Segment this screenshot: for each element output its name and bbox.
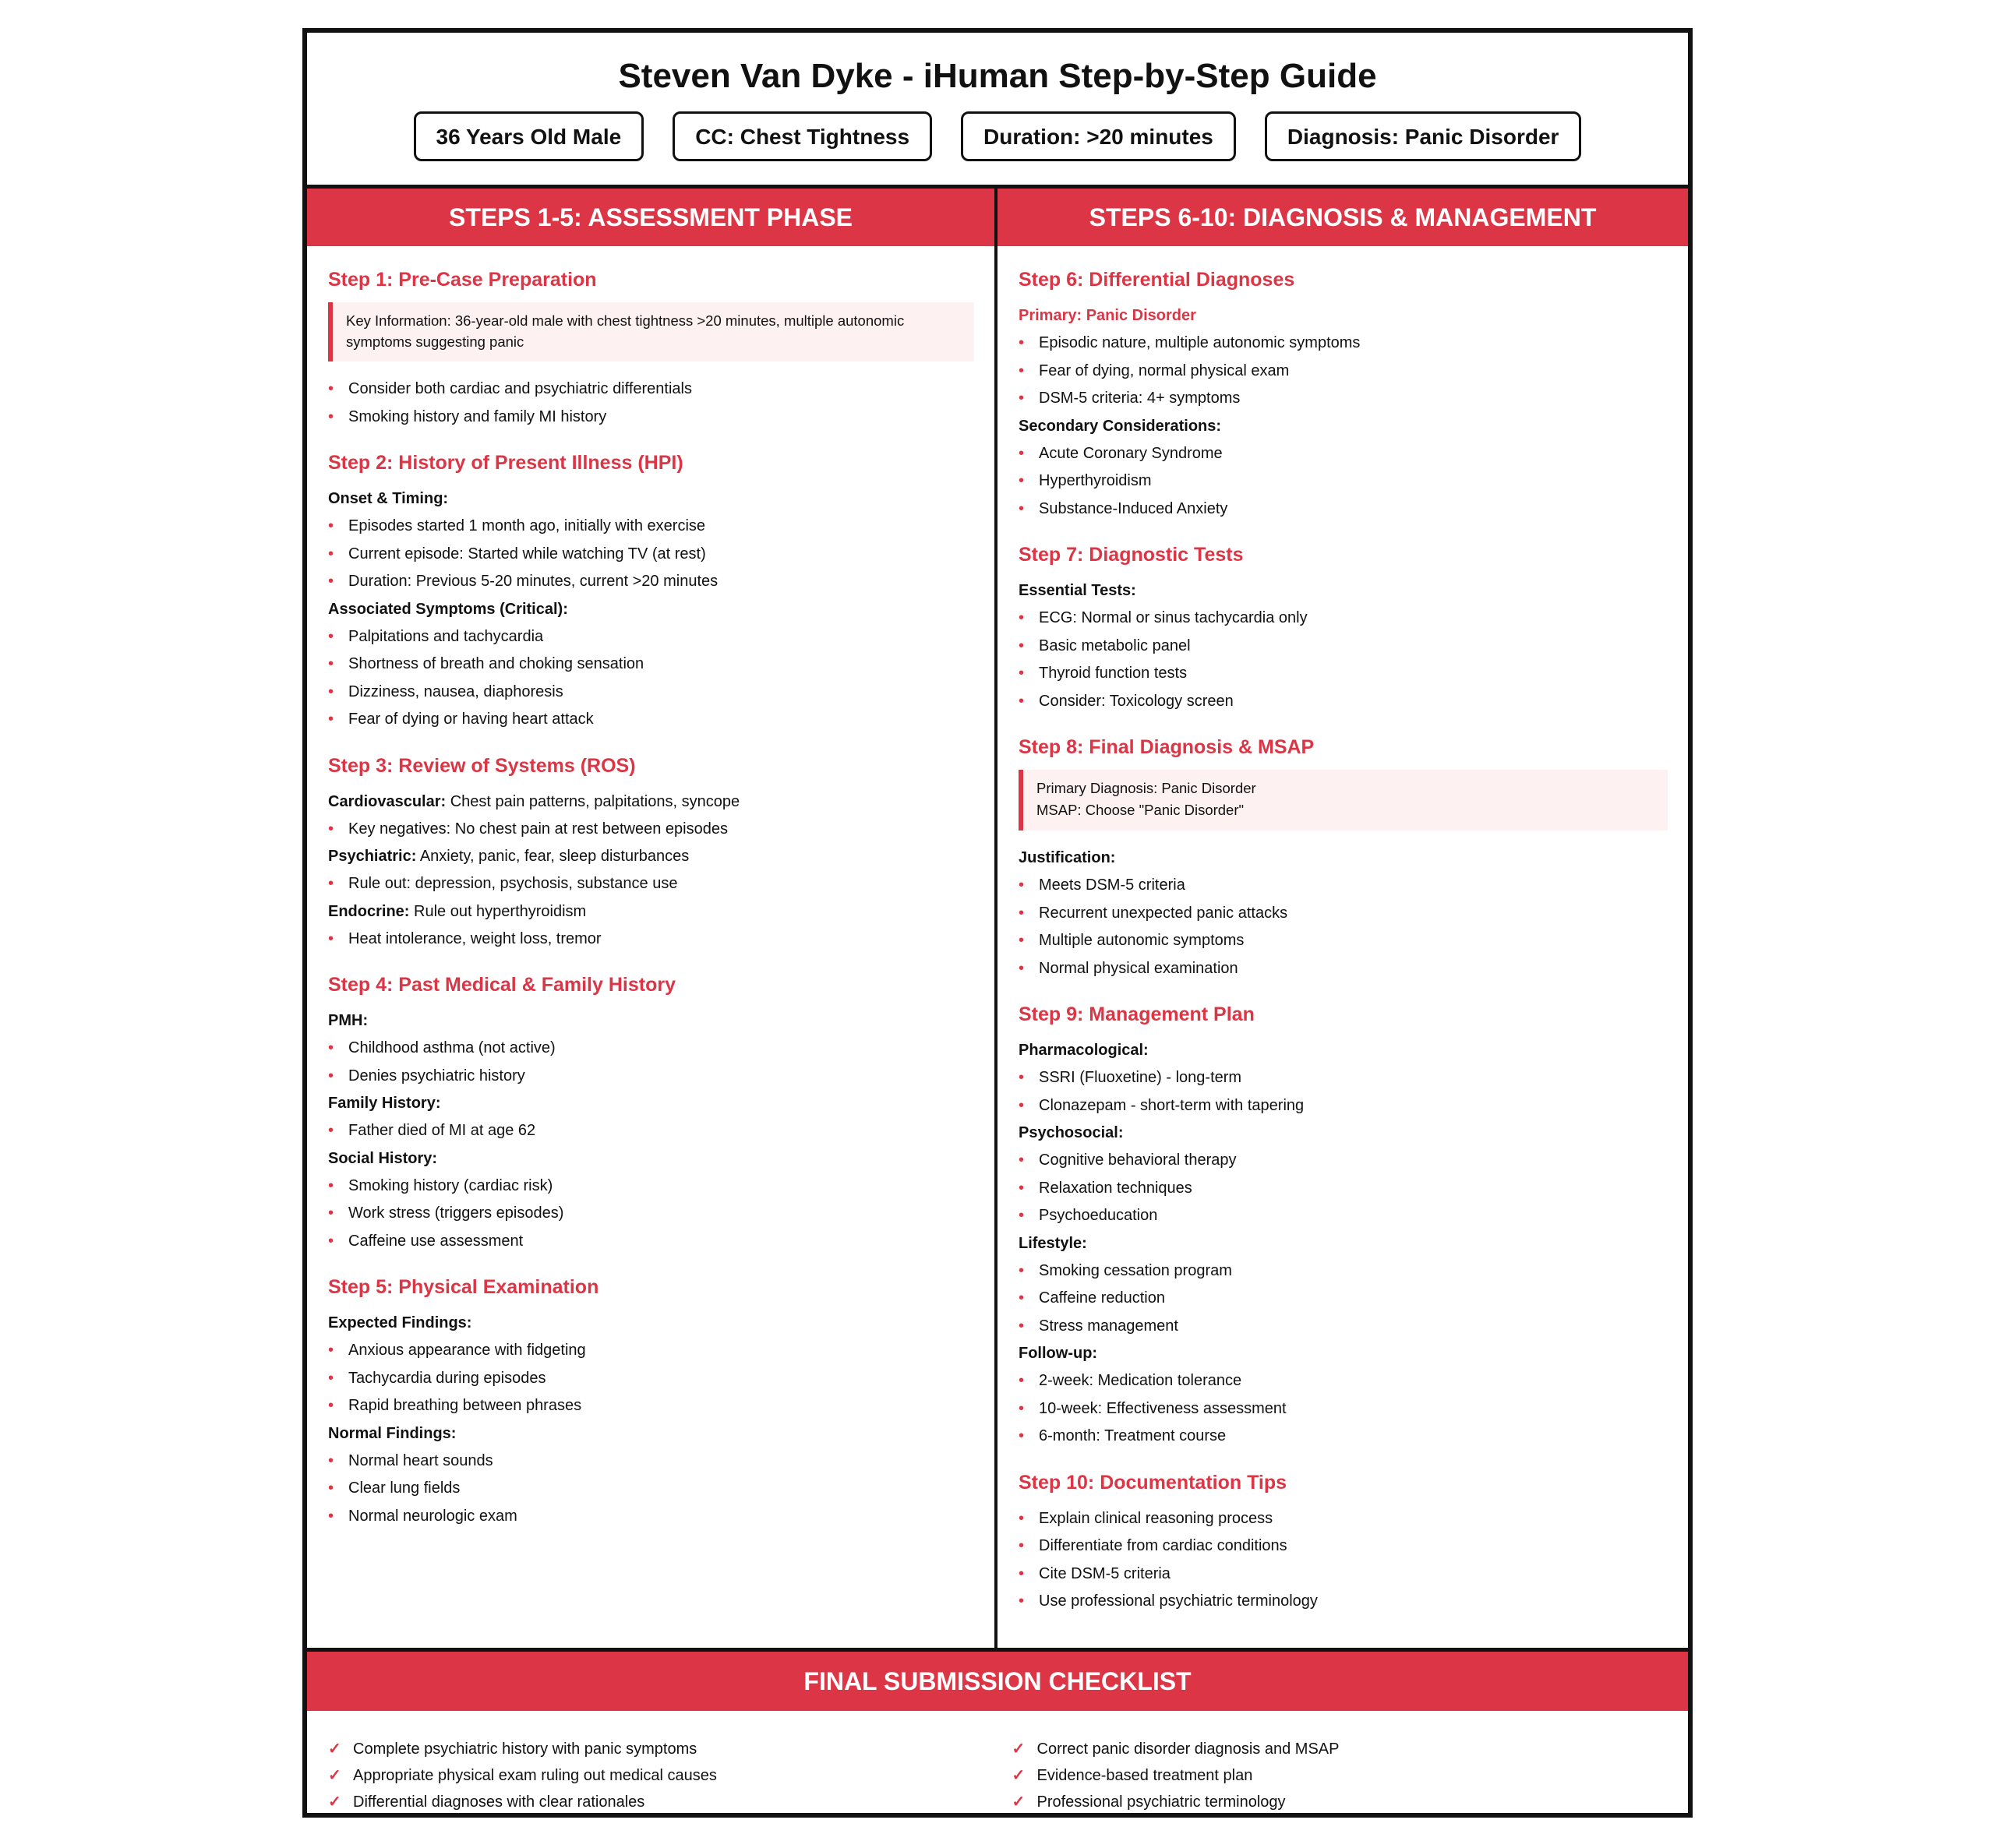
list-item: • Clear lung fields: [328, 1475, 974, 1503]
psychiatric-text: Anxiety, panic, fear, sleep disturbances: [416, 848, 690, 865]
social-history-label: Social History:: [328, 1149, 438, 1167]
step-7: [1019, 543, 1668, 715]
list-item: • Recurrent unexpected panic attacks: [1019, 900, 1668, 928]
pmh-list: [328, 1035, 974, 1090]
header: [307, 33, 1688, 189]
pharmacological-list: [1019, 1064, 1668, 1120]
assessment-heading: STEPS 1-5: ASSESSMENT PHASE: [307, 189, 994, 246]
associated-symptoms-label: Associated Symptoms (Critical):: [328, 600, 568, 618]
secondary-label: Secondary Considerations:: [1019, 417, 1222, 435]
onset-list: [328, 513, 974, 596]
list-item: • Caffeine use assessment: [328, 1228, 974, 1256]
family-history-label: Family History:: [328, 1095, 441, 1112]
list-item: • Thyroid function tests: [1019, 660, 1668, 688]
cardiovascular-text: Chest pain patterns, palpitations, syncope: [446, 792, 740, 810]
list-item: • Smoking history (cardiac risk): [328, 1173, 974, 1201]
step-1-list: [328, 376, 974, 431]
list-item: • Dizziness, nausea, diaphoresis: [328, 679, 974, 707]
guide-sheet: [302, 28, 1693, 1818]
list-item: • Palpitations and tachycardia: [328, 623, 974, 651]
diagnosis-badge: Diagnosis: Panic Disorder: [1265, 111, 1582, 161]
management-column: [998, 189, 1688, 1648]
step-1-title: Step 1: Pre-Case Preparation: [328, 269, 597, 291]
list-item: • Multiple autonomic symptoms: [1019, 927, 1668, 955]
list-item: • Clonazepam - short-term with tapering: [1019, 1092, 1668, 1120]
checklist-item-text: Professional psychiatric terminology: [1036, 1793, 1286, 1811]
list-item: • Meets DSM-5 criteria: [1019, 872, 1668, 900]
final-diagnosis-line: Primary Diagnosis: Panic Disorder: [1036, 780, 1256, 796]
list-item: • Heat intolerance, weight loss, tremor: [328, 926, 974, 954]
family-history-list: [328, 1117, 974, 1145]
check-icon: ✓: [328, 1793, 341, 1811]
checklist-item-text: Appropriate physical exam ruling out medical causes: [353, 1767, 717, 1784]
psychiatric-list: [328, 870, 974, 898]
documentation-tips-list: [1019, 1505, 1668, 1616]
list-item: • Father died of MI at age 62: [328, 1117, 974, 1145]
follow-up-label: Follow-up:: [1019, 1345, 1098, 1362]
step-5-title: Step 5: Physical Examination: [328, 1276, 599, 1298]
checklist-item: [328, 1789, 984, 1815]
chief-complaint-badge: CC: Chest Tightness: [673, 111, 932, 161]
essential-tests-label: Essential Tests:: [1019, 582, 1136, 599]
list-item: • Relaxation techniques: [1019, 1175, 1668, 1203]
primary-diagnosis-label: Primary: Panic Disorder: [1019, 307, 1196, 324]
checklist-body: [307, 1711, 1688, 1815]
list-item: • Current episode: Started while watching TV (at rest): [328, 541, 974, 569]
step-3: [328, 754, 974, 954]
steps-columns: [307, 189, 1688, 1652]
list-item: • Hyperthyroidism: [1019, 467, 1668, 496]
endocrine-list: [328, 926, 974, 954]
cardiovascular-label: Cardiovascular:: [328, 792, 447, 810]
list-item: • Denies psychiatric history: [328, 1063, 974, 1091]
step-10: [1019, 1471, 1668, 1616]
checklist-item: [1012, 1789, 1668, 1815]
age-sex-badge: 36 Years Old Male: [414, 111, 644, 161]
list-item: • Psychoeducation: [1019, 1202, 1668, 1230]
list-item: • Cite DSM-5 criteria: [1019, 1561, 1668, 1589]
list-item: • Fear of dying or having heart attack: [328, 706, 974, 734]
primary-list: [1019, 330, 1668, 413]
psychosocial-label: Psychosocial:: [1019, 1124, 1124, 1141]
check-icon: ✓: [328, 1740, 341, 1758]
list-item: • Basic metabolic panel: [1019, 633, 1668, 661]
checklist-item-text: Differential diagnoses with clear rationales: [353, 1793, 645, 1811]
final-diagnosis-box: [1019, 770, 1668, 831]
list-item: • Acute Coronary Syndrome: [1019, 440, 1668, 468]
step-3-title: Step 3: Review of Systems (ROS): [328, 754, 636, 777]
list-item: • Use professional psychiatric terminology: [1019, 1588, 1668, 1616]
endocrine-label: Endocrine:: [328, 902, 410, 920]
psychiatric-label: Psychiatric:: [328, 848, 417, 865]
list-item: • Anxious appearance with fidgeting: [328, 1337, 974, 1365]
list-item: • Shortness of breath and choking sensation: [328, 651, 974, 679]
management-heading: STEPS 6-10: DIAGNOSIS & MANAGEMENT: [998, 189, 1688, 246]
step-9: [1019, 1003, 1668, 1451]
list-item: • 10-week: Effectiveness assessment: [1019, 1395, 1668, 1423]
list-item: • Normal heart sounds: [328, 1448, 974, 1476]
step-4: [328, 973, 974, 1255]
expected-findings-label: Expected Findings:: [328, 1314, 472, 1331]
final-checklist: [307, 1652, 1688, 1815]
checklist-heading: FINAL SUBMISSION CHECKLIST: [307, 1652, 1688, 1711]
expected-findings-list: [328, 1337, 974, 1420]
list-item: • Cognitive behavioral therapy: [1019, 1147, 1668, 1175]
checklist-item: [328, 1762, 984, 1789]
assessment-column: [307, 189, 998, 1648]
page-title: Steven Van Dyke - iHuman Step-by-Step Guide: [618, 57, 1377, 95]
list-item: • Rule out: depression, psychosis, substance use: [328, 870, 974, 898]
check-icon: ✓: [1012, 1767, 1026, 1784]
onset-label: Onset & Timing:: [328, 490, 449, 507]
cardiovascular-list: [328, 816, 974, 844]
list-item: • Consider: Toxicology screen: [1019, 688, 1668, 716]
checklist-item-text: Correct panic disorder diagnosis and MSAP: [1036, 1740, 1340, 1758]
checklist-left: [328, 1736, 984, 1815]
endocrine-line: [328, 898, 974, 926]
duration-badge: Duration: >20 minutes: [961, 111, 1236, 161]
info-badges: [307, 111, 1688, 161]
step-8-title: Step 8: Final Diagnosis & MSAP: [1019, 736, 1315, 758]
pmh-label: PMH:: [328, 1012, 369, 1029]
step-6-title: Step 6: Differential Diagnoses: [1019, 269, 1295, 291]
list-item: • Smoking history and family MI history: [328, 404, 974, 432]
lifestyle-label: Lifestyle:: [1019, 1234, 1087, 1252]
normal-findings-list: [328, 1448, 974, 1531]
list-item: • Tachycardia during episodes: [328, 1365, 974, 1393]
essential-tests-list: [1019, 605, 1668, 715]
follow-up-list: [1019, 1367, 1668, 1451]
step-1: [328, 268, 974, 431]
list-item: • Childhood asthma (not active): [328, 1035, 974, 1063]
list-item: • Episodes started 1 month ago, initially with exercise: [328, 513, 974, 541]
list-item: • Work stress (triggers episodes): [328, 1200, 974, 1228]
justification-list: [1019, 872, 1668, 982]
checklist-right: [984, 1736, 1668, 1815]
msap-line: MSAP: Choose "Panic Disorder": [1036, 802, 1245, 818]
normal-findings-label: Normal Findings:: [328, 1424, 457, 1442]
list-item: • Stress management: [1019, 1313, 1668, 1341]
list-item: • 2-week: Medication tolerance: [1019, 1367, 1668, 1395]
list-item: • Smoking cessation program: [1019, 1257, 1668, 1285]
step-8: [1019, 735, 1668, 982]
step-5: [328, 1275, 974, 1530]
check-icon: ✓: [328, 1767, 341, 1784]
step-10-title: Step 10: Documentation Tips: [1019, 1471, 1287, 1494]
list-item: • Normal neurologic exam: [328, 1503, 974, 1531]
psychiatric-line: [328, 843, 974, 870]
step-6: [1019, 268, 1668, 523]
list-item: • Consider both cardiac and psychiatric differentials: [328, 376, 974, 404]
list-item: • Caffeine reduction: [1019, 1285, 1668, 1313]
list-item: • Differentiate from cardiac conditions: [1019, 1532, 1668, 1561]
checklist-item: [1012, 1736, 1668, 1762]
checklist-item-text: Complete psychiatric history with panic symptoms: [353, 1740, 697, 1758]
check-icon: ✓: [1012, 1793, 1026, 1811]
associated-symptoms-list: [328, 623, 974, 734]
list-item: • Duration: Previous 5-20 minutes, current >20 minutes: [328, 568, 974, 596]
list-item: • Fear of dying, normal physical exam: [1019, 358, 1668, 386]
check-icon: ✓: [1012, 1740, 1026, 1758]
list-item: • Normal physical examination: [1019, 955, 1668, 983]
list-item: • Rapid breathing between phrases: [328, 1392, 974, 1420]
list-item: • 6-month: Treatment course: [1019, 1423, 1668, 1451]
psychosocial-list: [1019, 1147, 1668, 1230]
list-item: • ECG: Normal or sinus tachycardia only: [1019, 605, 1668, 633]
list-item: • DSM-5 criteria: 4+ symptoms: [1019, 385, 1668, 413]
step-4-title: Step 4: Past Medical & Family History: [328, 974, 676, 996]
checklist-item-text: Evidence-based treatment plan: [1036, 1767, 1253, 1784]
step-7-title: Step 7: Diagnostic Tests: [1019, 544, 1244, 566]
pharmacological-label: Pharmacological:: [1019, 1042, 1149, 1059]
secondary-list: [1019, 440, 1668, 524]
step-2: [328, 451, 974, 734]
list-item: • Substance-Induced Anxiety: [1019, 496, 1668, 524]
checklist-item: [1012, 1762, 1668, 1789]
step-9-title: Step 9: Management Plan: [1019, 1003, 1255, 1025]
step-2-title: Step 2: History of Present Illness (HPI): [328, 452, 683, 474]
endocrine-text: Rule out hyperthyroidism: [409, 902, 587, 920]
lifestyle-list: [1019, 1257, 1668, 1341]
social-history-list: [328, 1173, 974, 1256]
list-item: • SSRI (Fluoxetine) - long-term: [1019, 1064, 1668, 1092]
justification-label: Justification:: [1019, 849, 1116, 866]
cardiovascular-line: [328, 788, 974, 816]
key-info-text: Key Information: 36-year-old male with chest tightness >20 minutes, multiple autonomic symptoms suggesting panic: [346, 312, 905, 350]
list-item: • Episodic nature, multiple autonomic symptoms: [1019, 330, 1668, 358]
list-item: • Key negatives: No chest pain at rest between episodes: [328, 816, 974, 844]
key-info-box: [328, 302, 974, 361]
list-item: • Explain clinical reasoning process: [1019, 1505, 1668, 1533]
checklist-item: [328, 1736, 984, 1762]
